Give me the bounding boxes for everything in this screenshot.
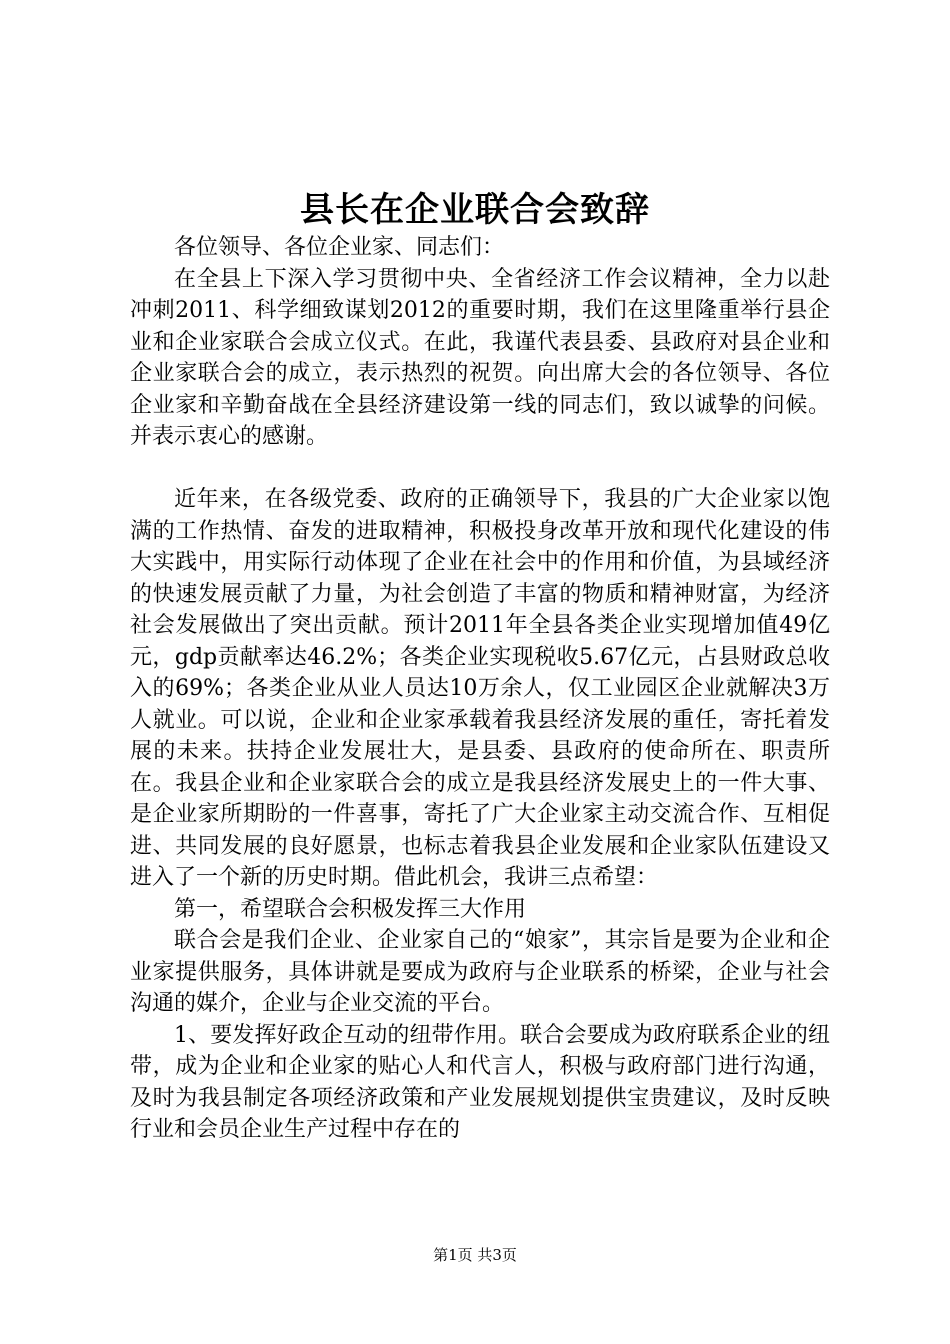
paragraph-point-1: 1、要发挥好政企互动的纽带作用。联合会要成为政府联系企业的纽带，成为企业和企业家的贴心人和代言人，积极与政府部门进行沟通，及时为我县制定各项经济政策和产业发展规划提供宝贵建议，及时反映行业和会员企业生产过程中存在的 — [130, 1022, 830, 1142]
paragraph-opening: 在全县上下深入学习贯彻中央、全省经济工作会议精神，全力以赴冲刺2011、科学细致谋划2012的重要时期，我们在这里隆重举行县企业和企业家联合会成立仪式。在此，我谨代表县委、县政府对县企业和企业家联合会的成立，表示热烈的祝贺。向出席大会的各位领导、各位企业家和辛勤奋战在全县经济建设第一线的同志们，致以诚挚的问候。并表示衷心的感谢。 — [130, 266, 830, 449]
document-body — [130, 232, 830, 1146]
paragraph-heading-first: 第一，希望联合会积极发挥三大作用 — [174, 896, 527, 922]
page-footer: 第1页 共3页 — [433, 1246, 517, 1264]
document-title: 县长在企业联合会致辞 — [300, 190, 650, 230]
paragraph-salutation: 各位领导、各位企业家、同志们： — [174, 235, 505, 260]
paragraph-federation-purpose: 联合会是我们企业、企业家自己的“娘家”，其宗旨是要为企业和企业家提供服务，具体讲就是要成为政府与企业联系的桥梁，企业与社会沟通的媒介，企业与企业交流的平台。 — [130, 928, 830, 1016]
paragraph-achievements: 近年来，在各级党委、政府的正确领导下，我县的广大企业家以饱满的工作热情、奋发的进取精神，积极投身改革开放和现代化建设的伟大实践中，用实际行动体现了企业在社会中的作用和价值，为县域经济的快速发展贡献了力量，为社会创造了丰富的物质和精神财富，为经济社会发展做出了突出贡献。预计2011年全县各类企业实现增加值49亿元，gdp贡献率达46.2%；各类企业实现税收5.67亿元，占县财政总收入的69%；各类企业从业人员达10万余人，仅工业园区企业就解决3万人就业。可以说，企业和企业家承载着我县经济发展的重任，寄托着发展的未来。扶持企业发展壮大，是县委、县政府的使命所在、职责所在。我县企业和企业家联合会的成立是我县经济发展史上的一件大事、是企业家所期盼的一件喜事，寄托了广大企业家主动交流合作、互相促进、共同发展的良好愿景，也标志着我县企业发展和企业家队伍建设又进入了一个新的历史时期。借此机会，我讲三点希望： — [130, 487, 830, 890]
